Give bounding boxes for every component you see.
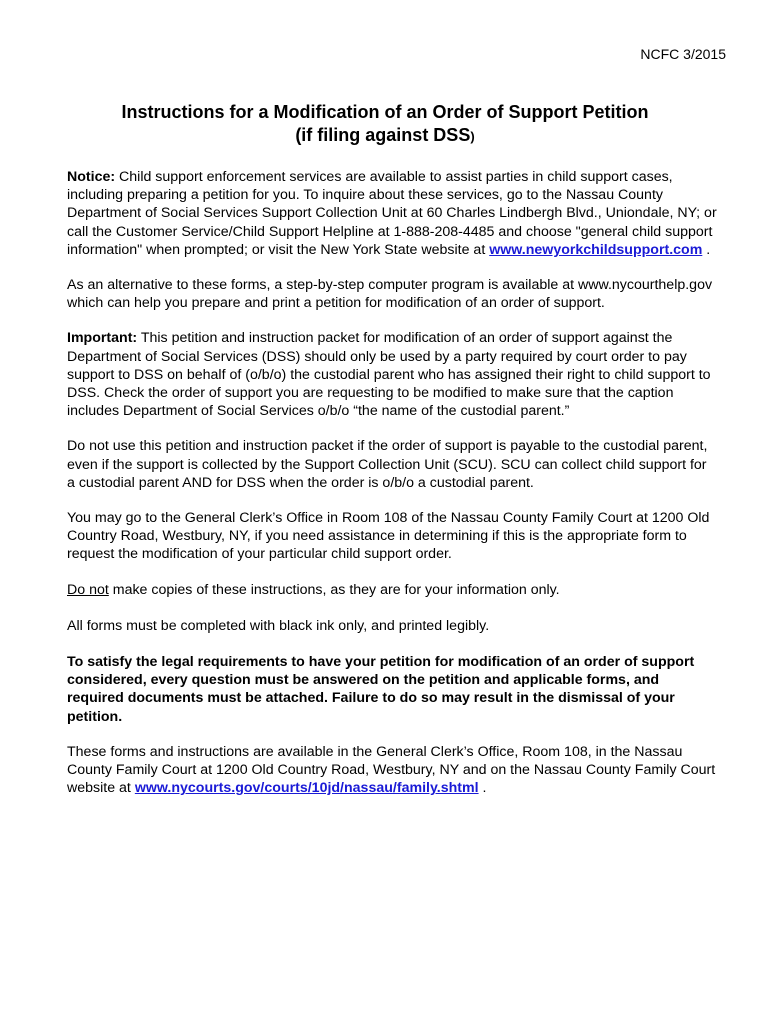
ink-paragraph: All forms must be completed with black ink only, and printed legibly. bbox=[67, 617, 490, 634]
alternative-paragraph: As an alternative to these forms, a step-by-step computer program is available at www.nycourthelp.gov which can help you prepare and print a petition for modification of an order of support. bbox=[67, 277, 713, 312]
title-line-1: Instructions for a Modification of an Order of Support Petition bbox=[121, 102, 649, 122]
important-label: Important: bbox=[67, 330, 138, 347]
important-text: This petition and instruction packet for modification of an order of support against the Department of Social Services (DSS) should only be used by a party required by court order to pay support to DSS on behalf of (o/b/o) the custodial parent who has assigned their right to child support to DSS. Check the order of support you are requesting to be modified to make sure that the caption includes Department of Social Services o/b/o “the name of the custodial parent.” bbox=[67, 330, 711, 420]
instructions-body bbox=[67, 168, 717, 814]
copies-text: make copies of these instructions, as they are for your information only. bbox=[108, 581, 560, 598]
page-title bbox=[40, 101, 730, 148]
form-code: NCFC 3/2015 bbox=[640, 46, 726, 62]
notice-paragraph bbox=[67, 168, 717, 259]
notice-label: Notice: bbox=[67, 169, 116, 185]
notice-text: Child support enforcement services are available to assist parties in child support cases, including preparing a petition for you. To inquire about these services, go to the Nassau County Department of Social Services Support Collection Unit at 60 Charles Lindbergh Blvd., Uniondale, NY; or call the Customer Service/Child Support Helpline at 1-888-208-4485 and choose "general child support information" when prompted; or visit the New York State website at bbox=[67, 169, 717, 258]
newyorkchildsupport-link[interactable]: www.newyorkchildsupport.com bbox=[489, 241, 703, 258]
copies-underlined: Do not bbox=[67, 581, 109, 598]
copies-paragraph bbox=[67, 581, 717, 599]
legal-requirements-paragraph: To satisfy the legal requirements to have your petition for modification of an order of support considered, every question must be answered on the petition and applicable forms, and required documents must be attached. Failure to do so may result in the dismissal of your petition. bbox=[67, 654, 695, 725]
nycourts-link[interactable]: www.nycourts.gov/courts/10jd/nassau/family.shtml bbox=[134, 780, 479, 797]
do-not-use-paragraph: Do not use this petition and instruction packet if the order of support is payable to the custodial parent, even if the support is collected by the Support Collection Unit (SCU). SCU can collect child support for a custodial parent AND for DSS when the order is o/b/o a custodial parent. bbox=[67, 438, 708, 491]
important-paragraph bbox=[67, 329, 717, 420]
title-line-2-paren: ) bbox=[470, 129, 475, 144]
clerk-office-paragraph: You may go to the General Clerk’s Office in Room 108 of the Nassau County Family Court at 1200 Old Country Road, Westbury, NY, if you need assistance in determining if this is the appropriate form to request the modification of your particular child support order. bbox=[67, 510, 710, 563]
title-line-2-main: (if filing against DSS bbox=[295, 125, 471, 145]
availability-paragraph bbox=[67, 743, 717, 798]
availability-tail: . bbox=[478, 780, 487, 797]
notice-tail: . bbox=[702, 241, 711, 258]
availability-text: These forms and instructions are available in the General Clerk’s Office, Room 108, in the Nassau County Family Court at 1200 Old Country Road, Westbury, NY and on the Nassau County Family Court website at bbox=[67, 743, 716, 797]
title-line-2 bbox=[40, 124, 730, 148]
